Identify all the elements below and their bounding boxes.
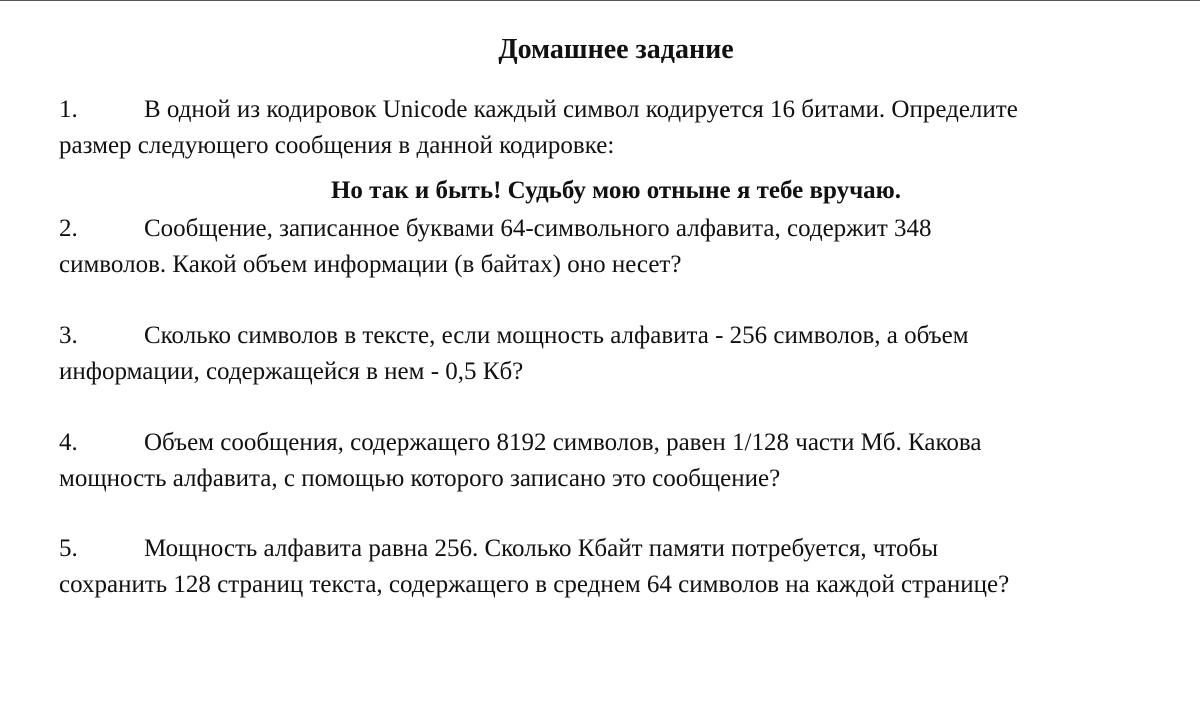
- task-1-number: 1.: [59, 96, 78, 123]
- encoded-message-quote: Но так и быть! Судьбу мою отныне я тебе вручаю.: [330, 177, 902, 204]
- task-2-text-line-2: символов. Какой объем информации (в байтах) оно несет?: [59, 251, 682, 278]
- task-4-number: 4.: [59, 429, 78, 456]
- task-2-number: 2.: [59, 215, 78, 242]
- task-item-4: [59, 425, 1189, 497]
- task-5-text-line-1: Мощность алфавита равна 256. Сколько Кбайт памяти потребуется, чтобы: [144, 535, 939, 562]
- task-3-text-line-1: Сколько символов в тексте, если мощность алфавита - 256 символов, а объем: [144, 322, 969, 349]
- document-title: Домашнее задание: [498, 34, 734, 65]
- task-item-5: [59, 531, 1189, 603]
- task-item-3: [59, 318, 1189, 390]
- task-5-number: 5.: [59, 535, 78, 562]
- task-1-text-line-2: размер следующего сообщения в данной кодировке:: [59, 132, 615, 159]
- task-5-text-line-2: сохранить 128 страниц текста, содержащего в среднем 64 символов на каждой странице?: [59, 571, 1010, 598]
- task-3-text-line-2: информации, содержащейся в нем - 0,5 Кб?: [59, 358, 524, 385]
- task-5-first-line: [59, 531, 1189, 567]
- task-4-first-line: [59, 425, 1189, 461]
- task-1-first-line: [59, 92, 1189, 128]
- task-4-text-line-1: Объем сообщения, содержащего 8192 символов, равен 1/128 части Мб. Какова: [144, 429, 982, 456]
- task-3-number: 3.: [59, 322, 78, 349]
- task-3-first-line: [59, 318, 1189, 354]
- task-item-1: [59, 92, 1189, 164]
- task-1-text-line-1: В одной из кодировок Unicode каждый символ кодируется 16 битами. Определите: [144, 96, 1018, 123]
- task-item-2: [59, 211, 1189, 283]
- task-2-text-line-1: Сообщение, записанное буквами 64-символьного алфавита, содержит 348: [144, 215, 932, 242]
- task-4-text-line-2: мощность алфавита, с помощью которого записано это сообщение?: [59, 465, 781, 492]
- task-2-first-line: [59, 211, 1189, 247]
